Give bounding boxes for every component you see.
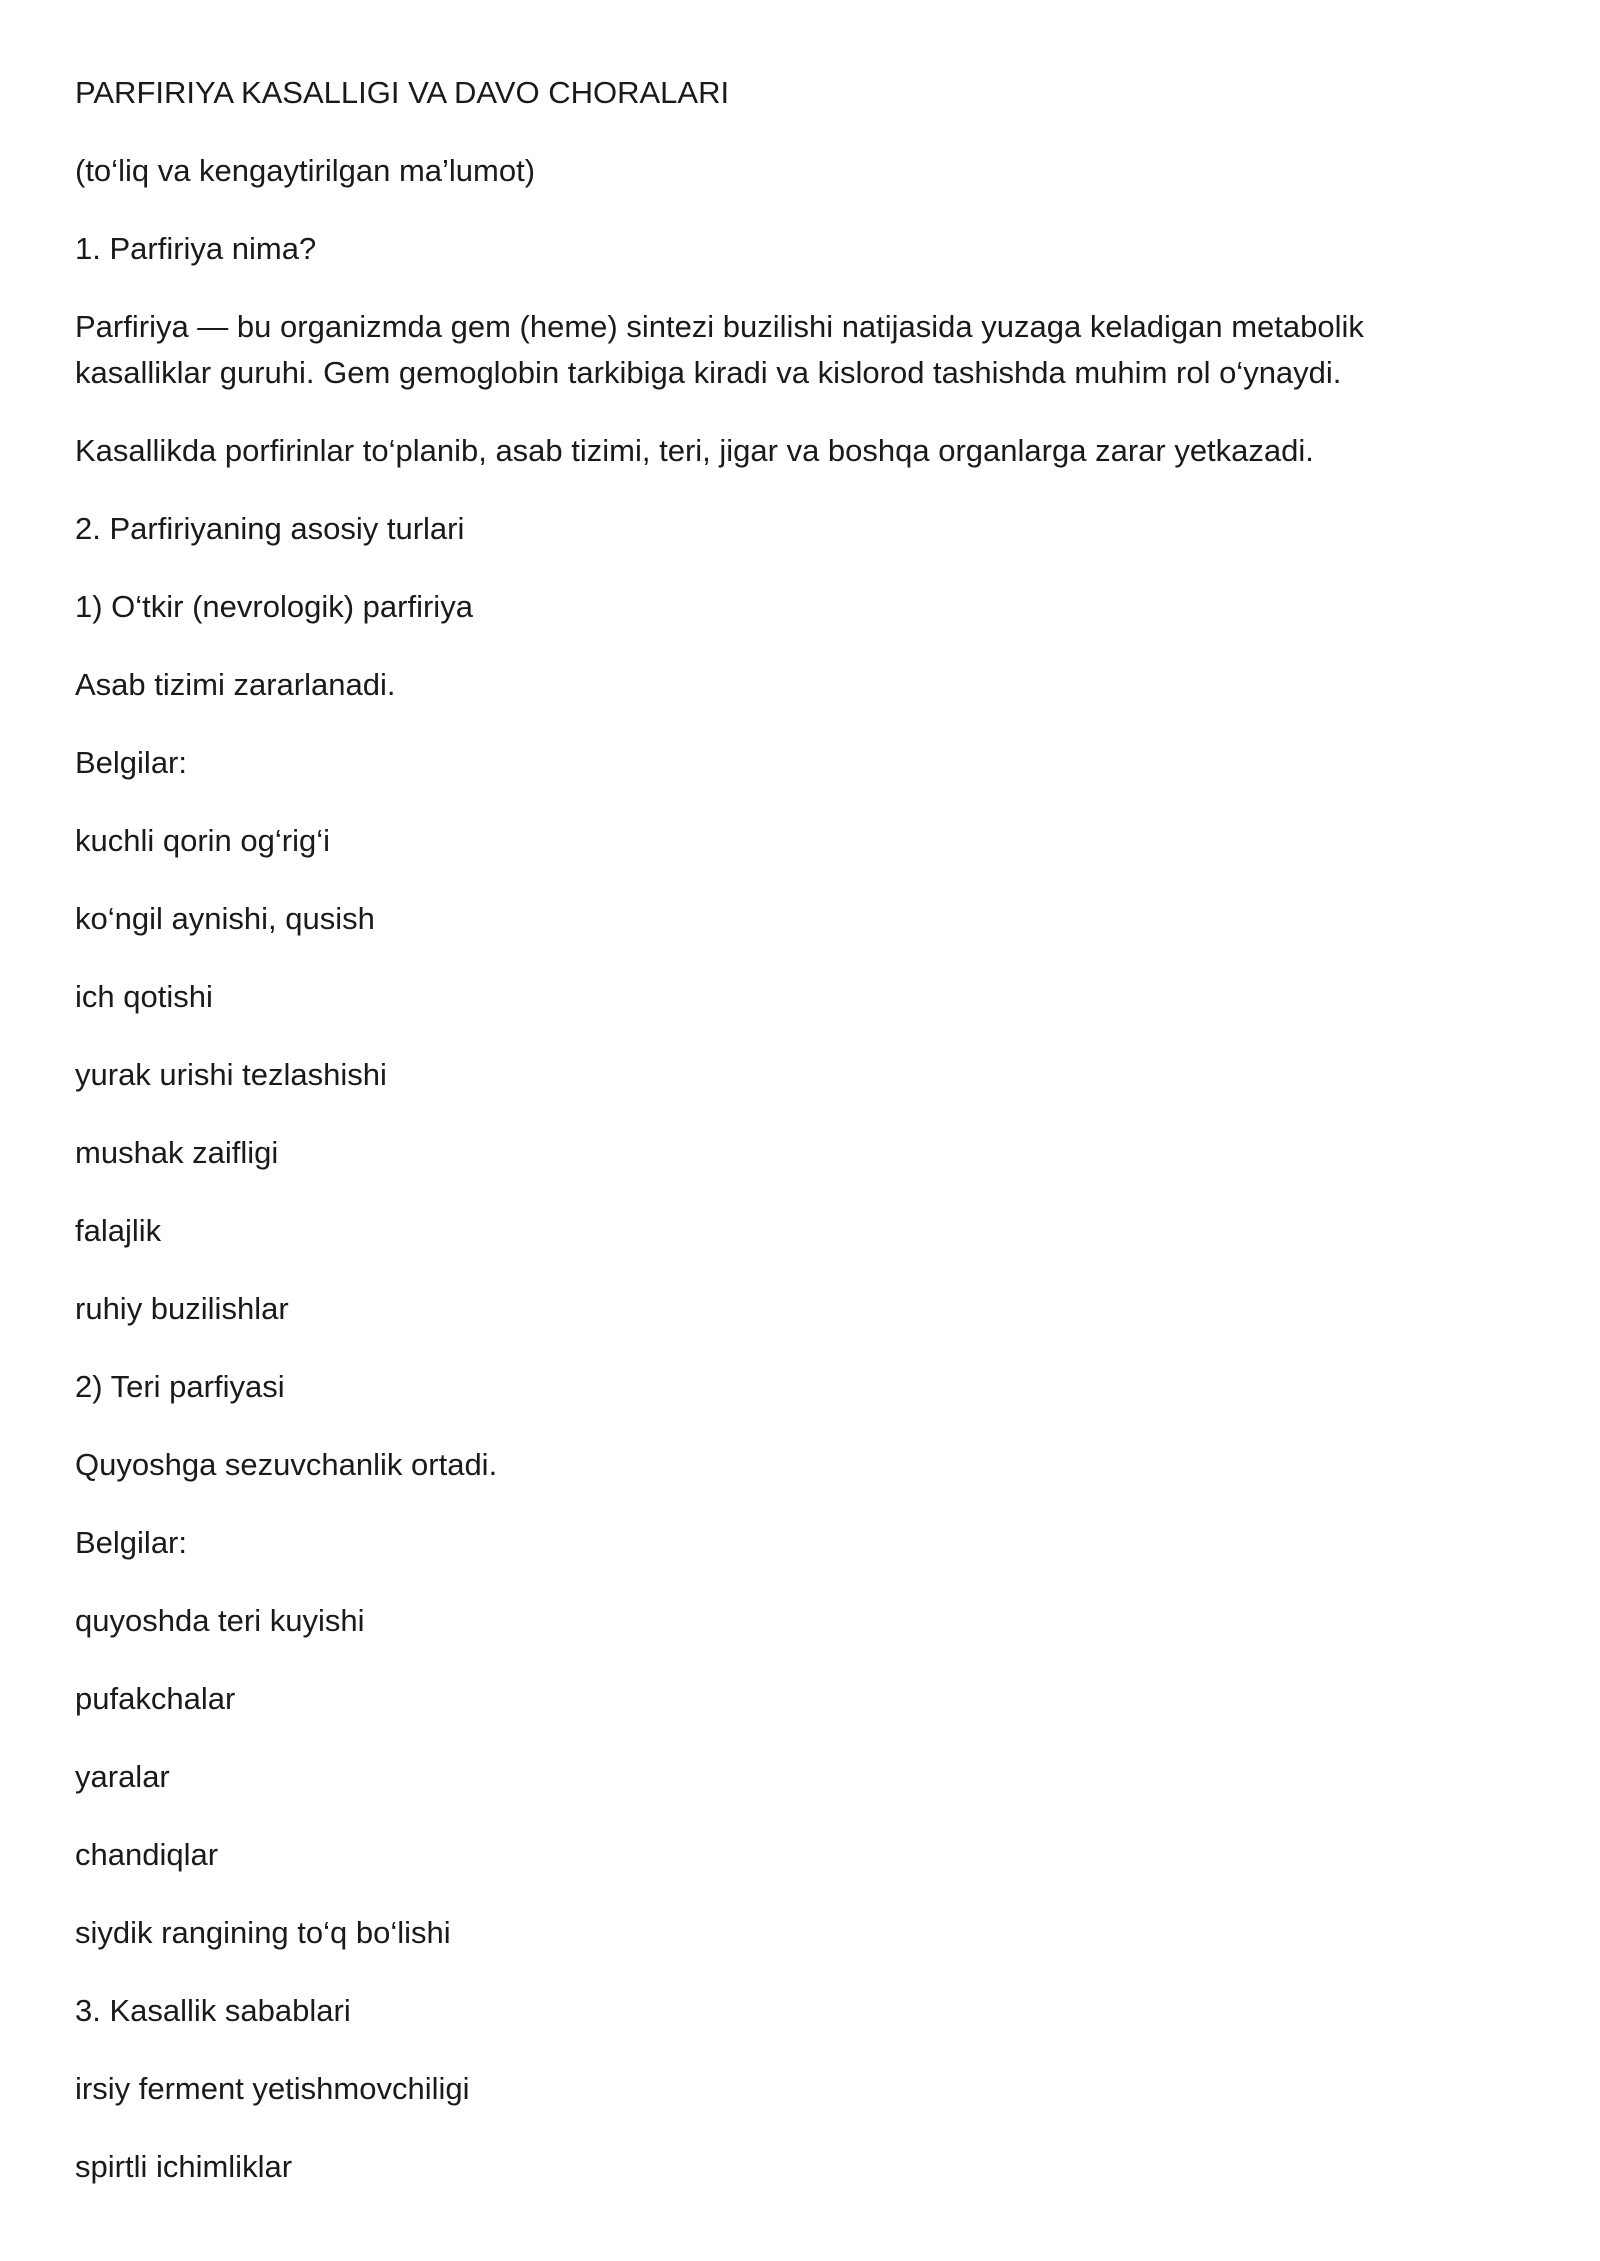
list-item: mushak zaifligi [75,1135,279,1170]
list-item: yaralar [75,1759,170,1794]
list-item: yurak urishi tezlashishi [75,1057,387,1092]
list-item: irsiy ferment yetishmovchiligi [75,2071,470,2106]
section-heading: 1. Parfiriya nima? [75,231,317,266]
document-subtitle: (to‘liq va kengaytirilgan ma’lumot) [75,153,536,188]
section-heading: 2. Parfiriyaning asosiy turlari [75,511,465,546]
subsection-heading: 2) Teri parfiyasi [75,1369,285,1404]
subsection-heading: 1) O‘tkir (nevrologik) parfiriya [75,589,473,624]
list-item: spirtli ichimliklar [75,2149,293,2184]
paragraph: Asab tizimi zararlanadi. [75,667,396,702]
list-item: chandiqlar [75,1837,219,1872]
list-item: quyoshda teri kuyishi [75,1603,365,1638]
list-item: kuchli qorin og‘rig‘i [75,823,331,858]
list-label: Belgilar: [75,1525,187,1560]
paragraph: Parfiriya — bu organizmda gem (heme) sintezi buzilishi natijasida yuzaga keladigan metabolik kasalliklar guruhi. Gem gemoglobin tarkibiga kiradi va kislorod tashishda muhim rol o‘ynaydi. [75,309,1364,390]
list-item: ruhiy buzilishlar [75,1291,289,1326]
document-title: PARFIRIYA KASALLIGI VA DAVO CHORALARI [75,75,730,110]
list-label: Belgilar: [75,745,187,780]
list-item: pufakchalar [75,1681,236,1716]
paragraph: Quyoshga sezuvchanlik ortadi. [75,1447,498,1482]
list-item: ich qotishi [75,979,213,1014]
section-heading: 3. Kasallik sabablari [75,1993,351,2028]
list-item: siydik rangining to‘q bo‘lishi [75,1915,451,1950]
list-item: falajlik [75,1213,162,1248]
list-item: ko‘ngil aynishi, qusish [75,901,375,936]
paragraph: Kasallikda porfirinlar to‘planib, asab tizimi, teri, jigar va boshqa organlarga zarar yetkazadi. [75,433,1314,468]
